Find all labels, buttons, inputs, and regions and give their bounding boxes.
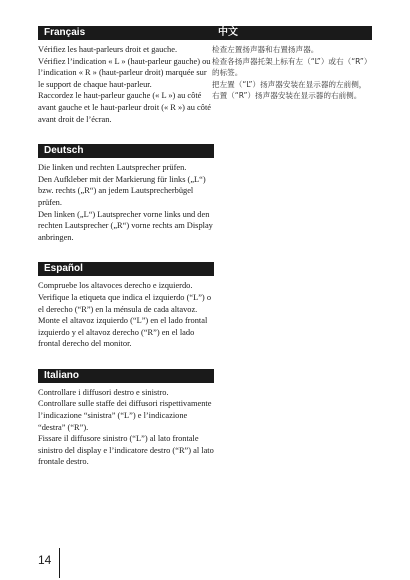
section-italiano (38, 369, 214, 468)
section-chinese (212, 26, 372, 102)
section-text-chinese: 检查左置扬声器和右置扬声器。 检查各扬声器托架上标有左（“L”）或右（“R”）的标签。 把左置（“L”）扬声器安装在显示器的左前侧，右置（“R”）扬声器安装在显示器的右前侧。 (212, 45, 372, 101)
left-column (38, 26, 214, 487)
section-francais (38, 26, 214, 125)
section-text-italiano: Controllare i diffusori destro e sinistro. Controllare sulle staffe dei diffusori rispettivamente l’indicazione “sinistra” (“L”) e l’indicazione “destra” (“R”). Fissare il diffusore sinistro (“L”) al lato frontale sinistro del display e l’indicatore destro (“R”) al lato frontale destro. (38, 387, 214, 467)
section-text-espanol: Compruebe los altavoces derecho e izquierdo. Verifique la etiqueta que indica el izquierdo (“L”) o el derecho (“R”) en la ménsula de cada altavoz. Monte el altavoz izquierdo (“L”) en el lado frontal izquierdo y el altavoz derecho (“R”) en el lado frontal derecho del monitor. (38, 281, 212, 349)
section-header-deutsch: Deutsch (38, 144, 214, 158)
section-espanol (38, 262, 214, 350)
page-number: 14 (38, 553, 52, 567)
section-deutsch (38, 144, 214, 243)
section-text-francais: Vérifiez les haut-parleurs droit et gauche. Vérifiez l’indication « L » (haut-parleur gauche) ou l’indication « R » (haut-parleur droit) marquée sur le support de chaque haut-parleur. Raccordez le haut-parleur gauche (« L ») au côté avant gauche et le haut-parleur droit (« R ») au côté avant droit de l’écran. (38, 45, 212, 124)
section-header-francais: Français (38, 26, 214, 40)
section-text-deutsch: Die linken und rechten Lautsprecher prüfen. Den Aufkleber mit der Markierung für links („L“) bzw. rechts („R“) an jedem Lautsprecherbügel prüfen. Den linken („L“) Lautsprecher vorne links und den rechten Lautsprecher („R“) vorne rechts am Display anbringen. (38, 163, 213, 242)
section-header-chinese: 中文 (212, 26, 372, 40)
section-header-espanol: Español (38, 262, 214, 276)
section-header-italiano: Italiano (38, 369, 214, 383)
right-column (212, 26, 372, 121)
page-number-divider (59, 548, 60, 578)
